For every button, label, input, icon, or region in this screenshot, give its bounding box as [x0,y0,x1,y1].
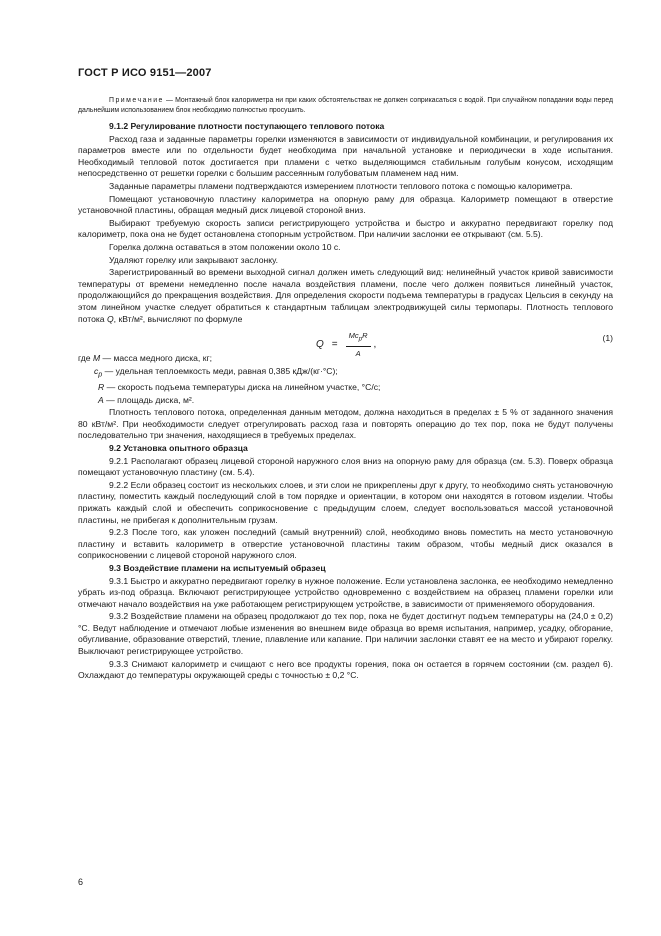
paragraph: 9.3.1 Быстро и аккуратно передвигают горелку в нужное положение. Если установлена заслонка, ее необходимо немедленно убрать из-под образца. Включают регистрирующее устройство одновременно с воздействием на образец пламени горелки или отмечают начало воздействия на уже работающем регистрирующем устройстве, в зависимости от применяемого оборудования. [78,575,613,609]
paragraph: Удаляют горелку или закрывают заслонку. [109,254,278,265]
definition-r [78,382,613,394]
paragraph: 9.2.1 Располагают образец лицевой стороной наружного слоя вниз на опорную раму для образца (см. 5.3). Поверх образца помещают установочную пластину (см. 5.4). [78,455,613,478]
definition-cp [78,366,613,381]
paragraph: 9.3.2 Воздействие пламени на образец продолжают до тех пор, пока не будет достигнут подъем температуры на (24,0 ± 0,2) °C. Ведут наблюдение и отмечают любые изменения во внешнем виде образца во время испытания, например, усадку, обгорание, обугливание, образование отверстий, тление, плавление или капание. При наличии заслонки ставят ее на место и убирают горелку. Выключают регистрирующее устройство. [78,611,613,657]
paragraph-text: , кВт/м², вычисляют по формуле [113,313,243,324]
definition-text: — скорость подъема температуры диска на линейном участке, °C/c; [106,382,381,392]
definition-where: где [78,353,91,364]
formula-numerator [346,330,371,347]
note-text: — Монтажный блок калориметра ни при каких обстоятельствах не должен соприкасаться с водой. При случайном попадании воды перед дальнейшим использованием блок необходимо полностью просушить. [78,97,614,114]
formula-denominator: A [355,349,361,359]
variable-a: A [98,394,104,405]
definition-text: — удельная теплоемкость меди, равная 0,385 кДж/(кг·°C); [104,365,338,376]
section-heading-9-3: 9.3 Воздействие пламени на испытуемый образец [109,562,326,573]
paragraph [78,267,613,325]
formula-number: (1) [602,333,613,344]
definition-text: — масса медного диска, кг; [102,353,212,364]
paragraph-text: Зарегистрированный во времени выходной сигнал должен иметь следующий вид: нелинейный участок кривой зависимости температуры от времени немедленно после начала воздействия пламени, после чего должен появиться линейный участок, продолжающийся до прекращения воздействия. Для определения скорости подъема температуры в градусах Цельсия в секунду на этом линейном участке следует обратиться к стандартным таблицам электродвижущей силы термопары. Плотность теплового потока [78,267,613,324]
paragraph: Помещают установочную пластину калориметра на опорную раму для образца. Калориметр помещают в отверстие установочной пластины, обращая медный диск лицевой стороной вниз. [78,193,613,216]
variable-c-sub: p [98,370,103,379]
note [78,96,613,116]
document-body [78,96,613,683]
formula [316,330,376,360]
paragraph: 9.3.3 Снимают калориметр и счищают с него все продукты горения, пока он остается в горячем состоянии (см. раздел 6). Охлаждают до температуры окружающей среды с точностью ± 0,2 °C. [78,658,613,681]
note-label: Примечание [109,97,164,104]
paragraph: Заданные параметры пламени подтверждаются измерением плотности теплового потока с помощью калориметра. [109,180,573,191]
formula-lhs: Q [316,339,324,351]
variable-q: Q [106,313,114,324]
paragraph: Горелка должна оставаться в этом положении около 10 с. [109,241,341,252]
definition-text: — площадь диска, м². [106,394,195,405]
variable-c: c [94,365,99,376]
paragraph: 9.2.3 После того, как уложен последний (самый внутренний) слой, необходимо вновь поместить на место установочную пластину и вставить калориметр в отверстие установочной пластины таким образом, чтобы медный диск оказался в соприкосновении с лицевой стороной наружного слоя. [78,527,613,561]
paragraph: 9.2.2 Если образец состоит из нескольких слоев, и эти слои не прикреплены друг к другу, то необходимо снять установочную пластину, поместить каждый последующий слой в том порядке и ориентации, в котором они находятся в готовом изделии. Чтобы прижать каждый слой и обеспечить соприкосновение с предыдущим слоем, следует воспользоваться массой установочной пластины, не прибегая к дополнительным грузам. [78,479,613,525]
paragraph: Выбирают требуемую скорость записи регистрирующего устройства и быстро и аккуратно передвигают горелку под калориметр, пока она не будет остановлена стопорным устройством. При наличии заслонки ее открывают (см. 5.5). [78,217,613,240]
document-header: ГОСТ Р ИСО 9151—2007 [78,67,212,79]
formula-num-mc: Mc [348,331,359,341]
paragraph: Плотность теплового потока, определенная данным методом, должна находиться в пределах ± 5 % от заданного значения 80 кВт/м². При необходимости следует отрегулировать расход газа и повторять операцию до тех пор, пока не будут получены последовательно три значения, находящиеся в требуемых пределах. [78,407,613,441]
formula-fraction [346,330,371,360]
section-heading-9-1-2: 9.1.2 Регулирование плотности поступающего теплового потока [109,121,385,131]
variable-r: R [98,382,105,392]
paragraph: Расход газа и заданные параметры горелки изменяются в зависимости от индивидуальной комбинации, и регулирования их параметров вместе или по отдельности будет необходима при начальной установке и периодически в ходе испытания. Необходимый тепловой поток достигается при пламени с четко выделяющимся стабильным голубым конусом, исходящим непосредственно от решетки горелки с большим рассеянным голубоватым пламенем над ним. [78,133,613,179]
formula-num-sub: p [358,335,363,343]
variable-m: M [92,353,101,364]
section-heading-9-2: 9.2 Установка опытного образца [109,442,248,453]
formula-num-r: R [362,331,368,341]
page-number: 6 [78,877,84,887]
formula-comma: , [373,339,377,351]
definition-a [78,395,613,407]
formula-equals: = [331,339,338,351]
